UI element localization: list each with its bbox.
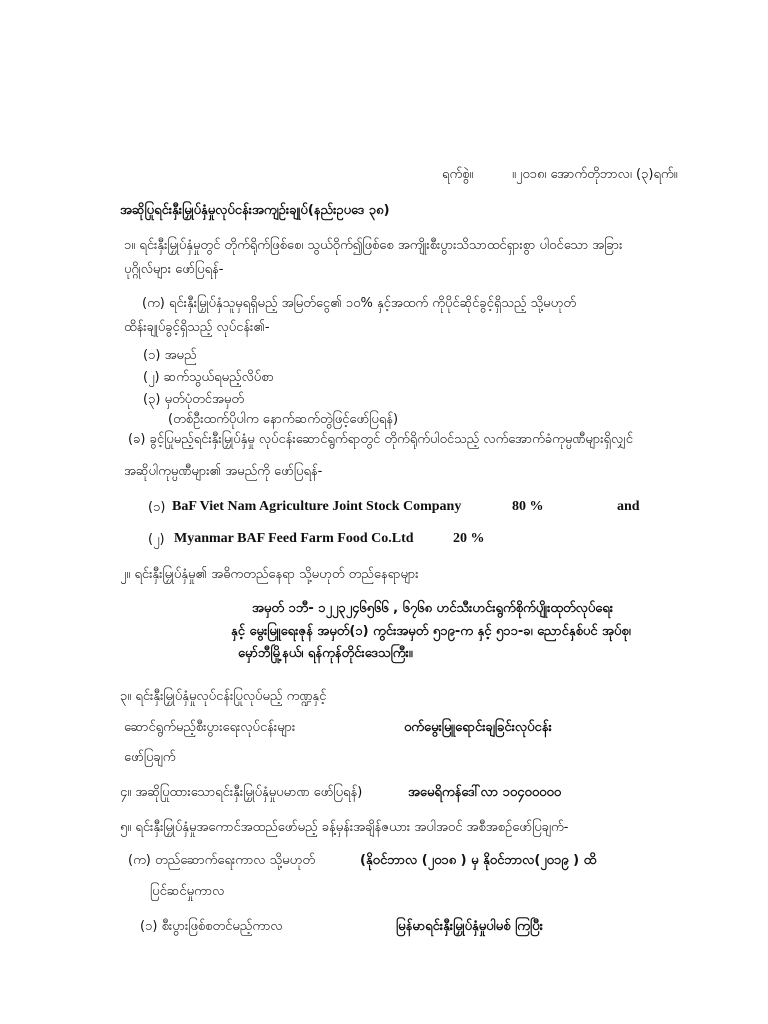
company-1-num: (၁) [148, 500, 166, 515]
company-1-name: BaF Viet Nam Agriculture Joint Stock Company [172, 499, 462, 514]
section3-value: ဝက်မွေးမြူရောင်းချခြင်းလုပ်ငန်း [404, 720, 552, 735]
section1-intro-line1: ၁။ ရင်းနှီးမြှုပ်နှံမှုတွင် တိုက်ရိုက်ဖြစ်စေ၊ သွယ်ဝိုက်၍ဖြစ်စေ အကျိုးစီးပွားသိသာထင်ရှားစွာ ပါဝင်သော အခြား [124, 238, 623, 253]
section2-heading: ၂။ ရင်းနှီးမြှုပ်နှံမှု၏ အဓိကတည်နေရာ သို့မဟုတ် တည်နေရာများ [120, 567, 419, 582]
company-1-suffix: and [617, 499, 640, 514]
section2-address-line3: မှော်ဘီမြို့နယ်၊ ရန်ကုန်တိုင်းဒေသကြီး။ [238, 646, 413, 661]
section4-amount: အမေရိကန်ဒေါ်လာ ၁၀၄၀၀၀၀၀ [408, 785, 562, 800]
date-value: ။၂၀၁၈၊ အောက်တိုဘာလ၊ (၃)ရက်။ [512, 167, 678, 182]
section1-item-1: (၁) အမည် [143, 348, 197, 363]
section1-items-note: (တစ်ဦးထက်ပိုပါက နောက်ဆက်တွဲဖြင့်ဖော်ပြရန်) [168, 412, 399, 427]
section2-address-line1: အမှတ် ၁ဘီ- ၁၂၂၃၂၄၆၅၆၆ , ၆၇၆၈ ဟင်သီးဟင်းရွက်စိုက်ပျိုးထုတ်လုပ်ရေး [252, 601, 614, 616]
section3-label: ဆောင်ရွက်မည့်စီးပွားရေးလုပ်ငန်းများ [124, 720, 296, 735]
section1-item-2: (၂) ဆက်သွယ်ရမည့်လိပ်စာ [143, 370, 274, 385]
company-1-pct: 80 % [512, 499, 544, 514]
section5-sub-a-value: (နိုဝင်ဘာလ (၂၀၁၈ ) မှ နိုဝင်ဘာလ(၂၀၁၉ ) ထိ [360, 853, 597, 868]
company-2-name: Myanmar BAF Feed Farm Food Co.Ltd [174, 531, 414, 546]
section5-sub-1-value: မြန်မာရင်းနှီးမြှုပ်နှံမှုပါမစ် ကြပြီး [396, 919, 543, 934]
section4-text: ၄။ အဆိုပြုထားသောရင်းနှီးမြှုပ်နှံမှုပမာဏ ဖော်ပြရန်) [120, 785, 363, 800]
section1-sub-a-line2: ထိန်းချုပ်ခွင့်ရှိသည့် လုပ်ငန်း၏- [124, 320, 270, 335]
section1-intro-line2: ပုဂ္ဂိုလ်များ ဖော်ပြရန်- [124, 262, 224, 277]
company-2-num: (၂) [148, 532, 165, 547]
section5-heading: ၅။ ရင်းနှီးမြှုပ်နှံမှုအကောင်အထည်ဖော်မည့် ခန့်မှန်းအချိန်ဇယား အပါအဝင် အစီအစဉ်ဖော်ပြချက်- [120, 820, 569, 835]
section2-address-line2: နှင့် မွေးမြူရေးဇုန် အမှတ်(၁) ကွင်းအမှတ် ၅၁၉-က နှင့် ၅၁၁-ခ၊ ညောင်နှစ်ပင် အုပ်စု၊ [231, 624, 631, 639]
company-2-pct: 20 % [453, 531, 485, 546]
section1-sub-b-line2: အဆိုပါကုမ္ပဏီများ၏ အမည်ကို ဖော်ပြရန်- [124, 464, 323, 479]
section3-footer: ဖော်ပြချက် [124, 750, 176, 765]
section5-sub-a: (က) တည်ဆောက်ရေးကာလ သို့မဟုတ် [128, 853, 315, 868]
section1-item-3: (၃) မှတ်ပုံတင်အမှတ် [143, 392, 244, 407]
section1-sub-b-line1: (ခ) ခွင့်ပြုမည့်ရင်းနှီးမြှုပ်နှံမှု လုပ်ငန်းဆောင်ရွက်ရာတွင် တိုက်ရိုက်ပါဝင်သည့် လက်အောက်ခံကုမ္ပဏီများရှိလျှင် [128, 432, 633, 447]
section5-sub-1: (၁) စီးပွားဖြစ်စတင်မည့်ကာလ [140, 919, 283, 934]
section1-sub-a-line1: (က) ရင်းနှီးမြှုပ်နှံသူမှရရှိမည့် အမြတ်ငွေ၏ ၁၀% နှင့်အထက် ကိုပိုင်ဆိုင်ခွင့်ရှိသည့် သို့မဟုတ် [142, 296, 576, 311]
document-title: အဆိုပြုရင်းနှီးမြှုပ်နှံမှုလုပ်ငန်းအကျဉ်းချုပ်(နည်းဥပဒေ ၃၈) [120, 203, 390, 218]
section5-sub-a-cont: ပြင်ဆင်မှုကာလ [150, 884, 225, 899]
section3-heading: ၃။ ရင်းနှီးမြှုပ်နှံမှုလုပ်ငန်းပြုလုပ်မည့် ကဏ္ဍနှင့် [120, 689, 327, 704]
date-label: ရက်စွဲ။ [442, 167, 474, 182]
